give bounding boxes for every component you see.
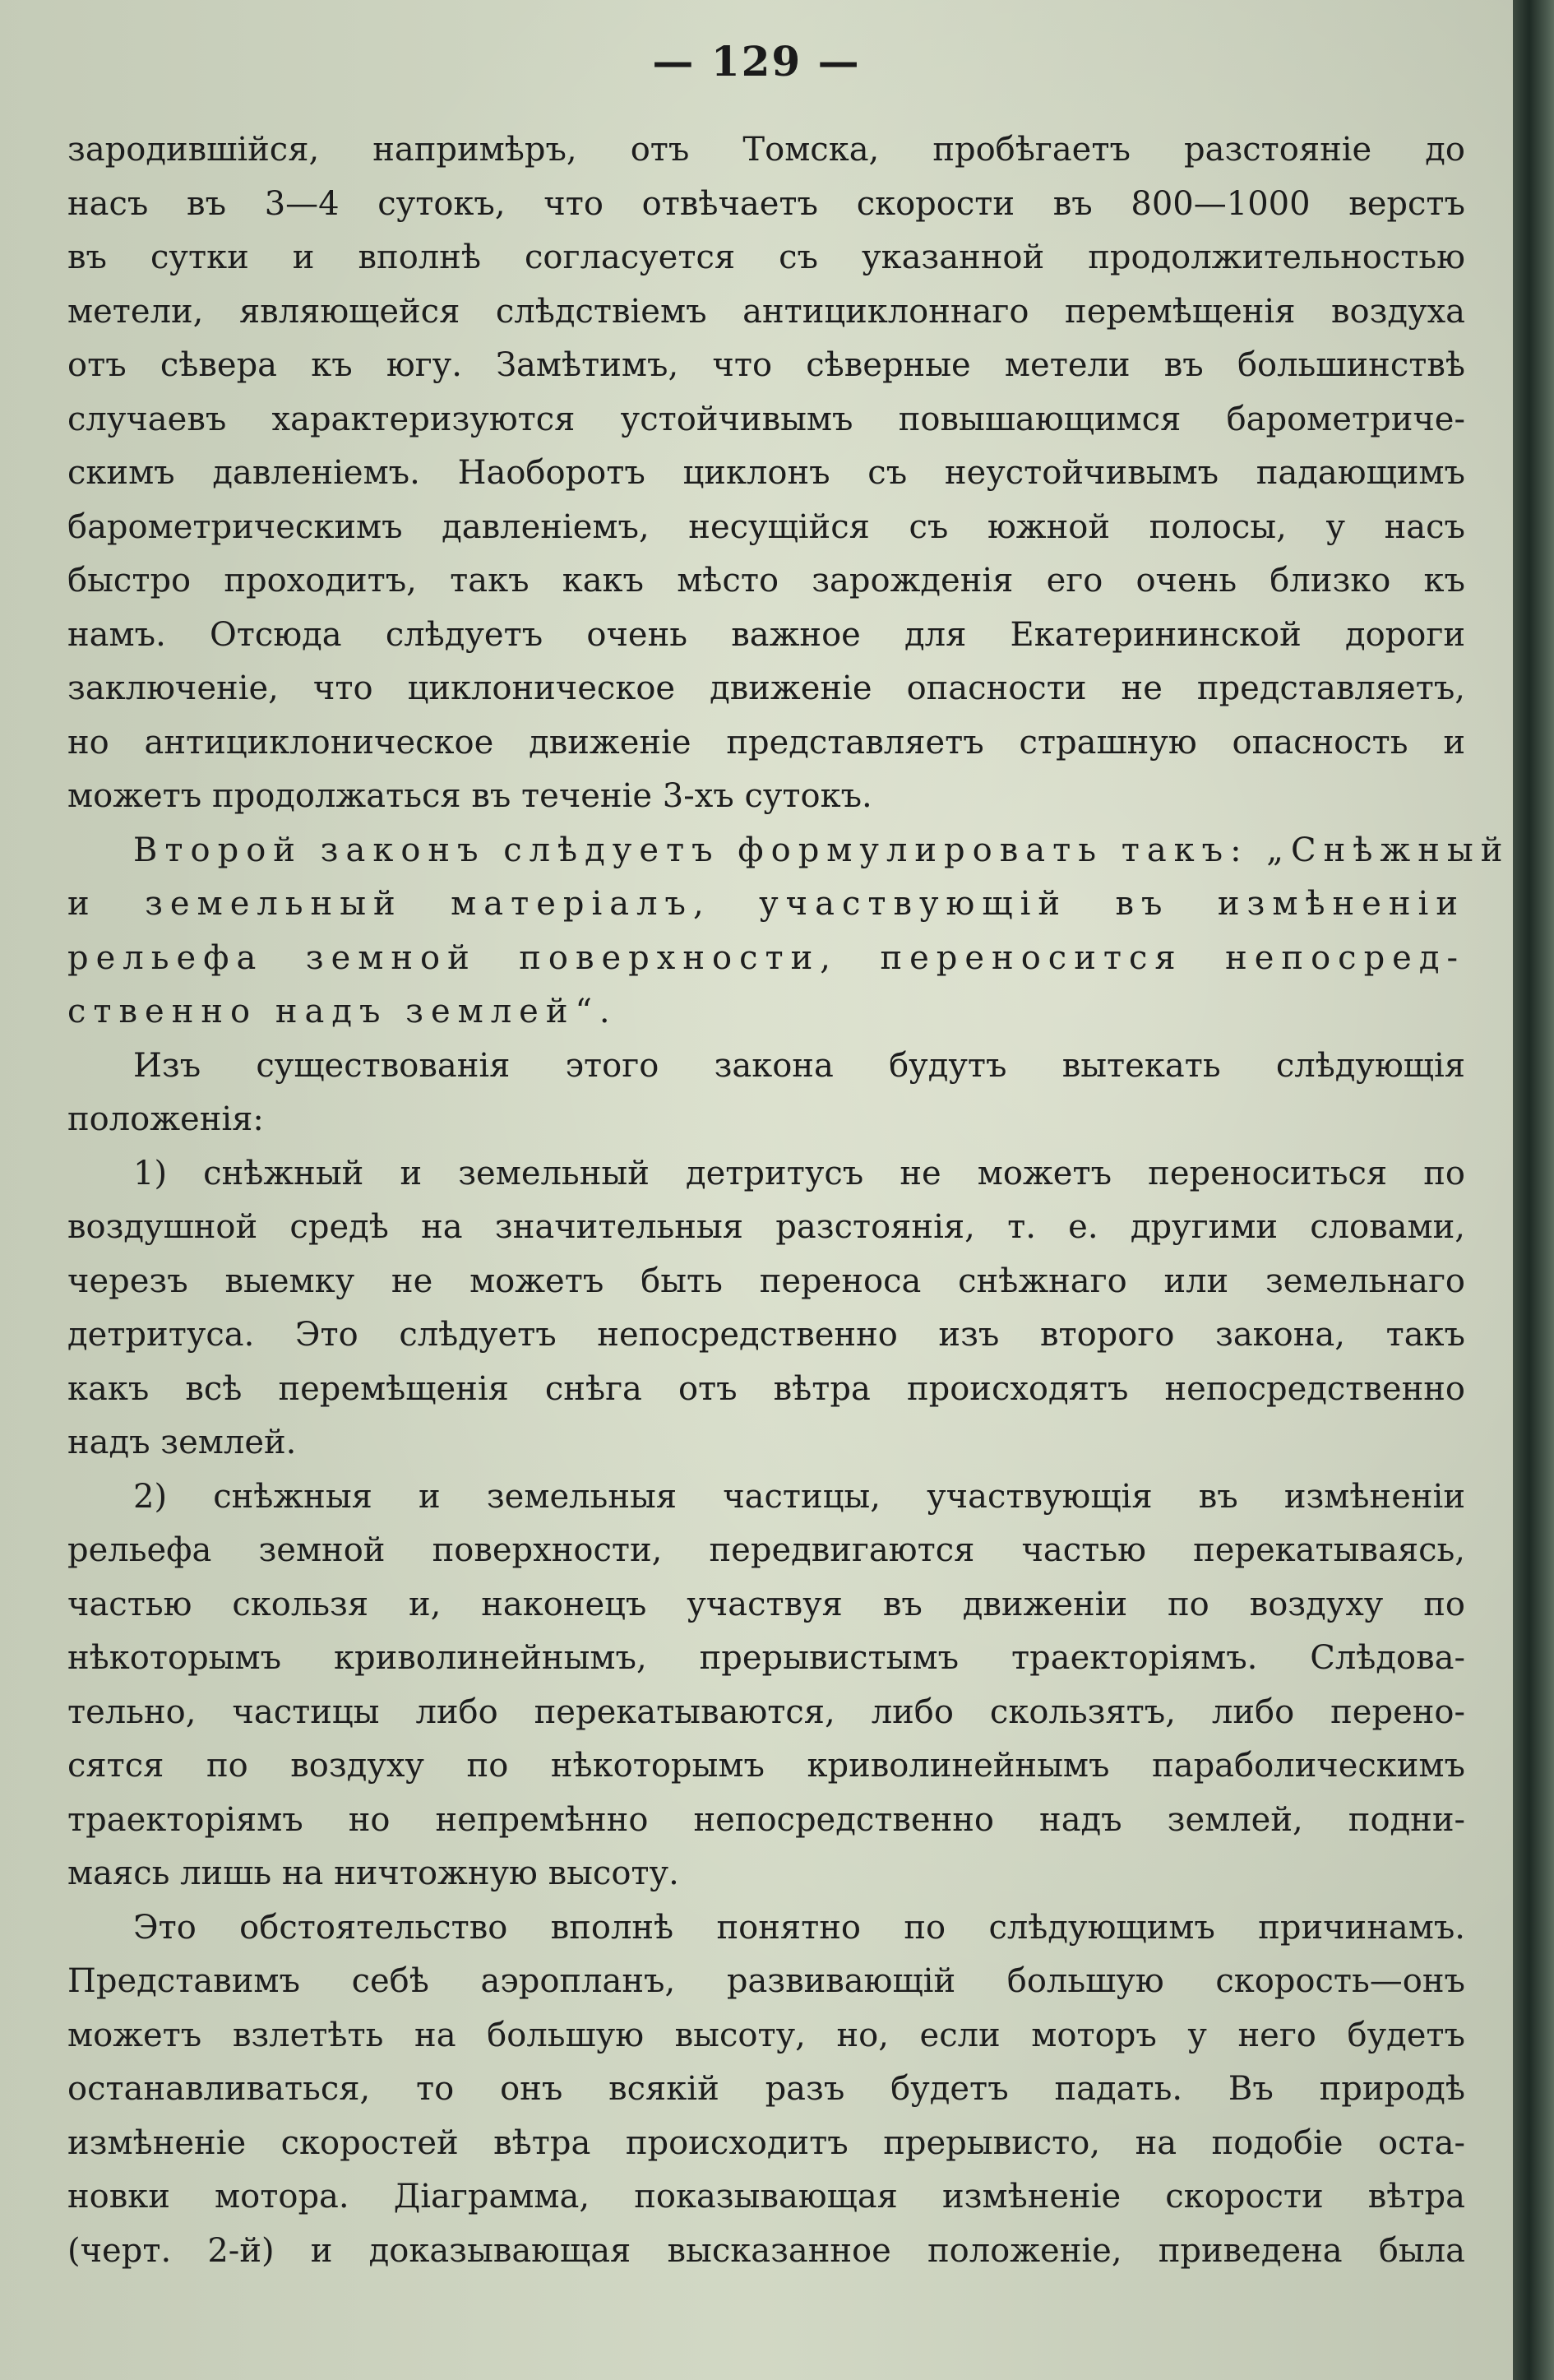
page-number: — 129 — <box>652 37 861 86</box>
text-line: (черт. 2-й) и доказывающая высказанное положеніе, приведена была <box>67 2231 1465 2270</box>
text-line: но антициклоническое движеніе представляетъ страшную опасность и <box>67 723 1465 762</box>
list-item-2-line: траекторіямъ но непремѣнно непосредственно надъ землей, подни- <box>67 1800 1465 1839</box>
text-line: останавливаться, то онъ всякій разъ будетъ падать. Въ природѣ <box>67 2070 1465 2108</box>
text-line: въ сутки и вполнѣ согласуется съ указанной продолжительностью <box>67 238 1465 276</box>
list-item-2-line: нѣкоторымъ криволинейнымъ, прерывистымъ траекторіямъ. Слѣдова- <box>67 1639 1465 1677</box>
text-line: Изъ существованія этого закона будутъ вытекать слѣдующія <box>133 1046 1465 1085</box>
list-item-1-line: какъ всѣ перемѣщенія снѣга отъ вѣтра происходятъ непосредственно <box>67 1369 1465 1408</box>
list-item-1-line: воздушной средѣ на значительныя разстоянія, т. е. другими словами, <box>67 1208 1465 1246</box>
law-statement-line: рельефа земной поверхности, переносится непосред- <box>67 938 1465 977</box>
list-item-1-line: надъ землей. <box>67 1424 297 1461</box>
text-line: насъ въ 3—4 сутокъ, что отвѣчаетъ скорости въ 800—1000 верстъ <box>67 184 1465 223</box>
text-line: случаевъ характеризуются устойчивымъ повышающимся барометриче- <box>67 400 1465 438</box>
list-item-2-line: тельно, частицы либо перекатываются, либо скользятъ, либо перено- <box>67 1692 1465 1731</box>
list-item-2-line: маясь лишь на ничтожную высоту. <box>67 1854 679 1892</box>
list-item-2-line: сятся по воздуху по нѣкоторымъ криволинейнымъ параболическимъ <box>67 1747 1465 1785</box>
text-line: быстро проходитъ, такъ какъ мѣсто зарожденія его очень близко къ <box>67 562 1465 600</box>
list-item-1-line: детритуса. Это слѣдуетъ непосредственно изъ второго закона, такъ <box>67 1316 1465 1354</box>
list-item-2-line: 2) снѣжныя и земельныя частицы, участвующія въ измѣненіи <box>133 1477 1465 1516</box>
list-item-1-line: черезъ выемку не можетъ быть переноса снѣжнаго или земельнаго <box>67 1262 1465 1300</box>
book-gutter <box>1513 0 1554 2380</box>
list-item-2-line: частью скользя и, наконецъ участвуя въ движеніи по воздуху по <box>67 1585 1465 1623</box>
text-line: барометрическимъ давленіемъ, несущійся съ южной полосы, у насъ <box>67 507 1465 546</box>
body-text <box>67 123 1510 2278</box>
list-item-2-line: рельефа земной поверхности, передвигаются частью перекатываясь, <box>67 1531 1465 1569</box>
text-line: заключеніе, что циклоническое движеніе опасности не представляетъ, <box>67 669 1465 707</box>
law-statement-line: ственно надъ землей“. <box>67 993 617 1030</box>
text-line: Представимъ себѣ аэропланъ, развивающій большую скорость—онъ <box>67 1962 1465 2000</box>
law-statement-line: и земельный матеріалъ, участвующій въ измѣненіи <box>67 885 1465 923</box>
text-line: можетъ продолжаться въ теченіе 3-хъ сутокъ. <box>67 777 872 815</box>
text-line: новки мотора. Діаграмма, показывающая измѣненіе скорости вѣтра <box>67 2178 1465 2216</box>
text-line: зародившійся, напримѣръ, отъ Томска, пробѣгаетъ разстояніе до <box>67 131 1465 169</box>
list-item-1-line: 1) снѣжный и земельный детритусъ не можетъ переноситься по <box>133 1154 1465 1192</box>
text-line: можетъ взлетѣть на большую высоту, но, если моторъ у него будетъ <box>67 2016 1465 2054</box>
text-line: измѣненіе скоростей вѣтра происходитъ прерывисто, на подобіе оста- <box>67 2123 1465 2162</box>
text-line: отъ сѣвера къ югу. Замѣтимъ, что сѣверные метели въ большинствѣ <box>67 346 1465 384</box>
text-line: Это обстоятельство вполнѣ понятно по слѣдующимъ причинамъ. <box>133 1908 1465 1947</box>
text-line: намъ. Отсюда слѣдуетъ очень важное для Екатерининской дороги <box>67 615 1465 654</box>
text-line: метели, являющейся слѣдствіемъ антициклоннаго перемѣщенія воздуха <box>67 292 1465 331</box>
text-line: положенія: <box>67 1100 264 1138</box>
law-statement-line: Второй законъ слѣдуетъ формулировать такъ: „Снѣжный <box>133 831 1510 869</box>
text-line: скимъ давленіемъ. Наоборотъ циклонъ съ неустойчивымъ падающимъ <box>67 454 1465 492</box>
